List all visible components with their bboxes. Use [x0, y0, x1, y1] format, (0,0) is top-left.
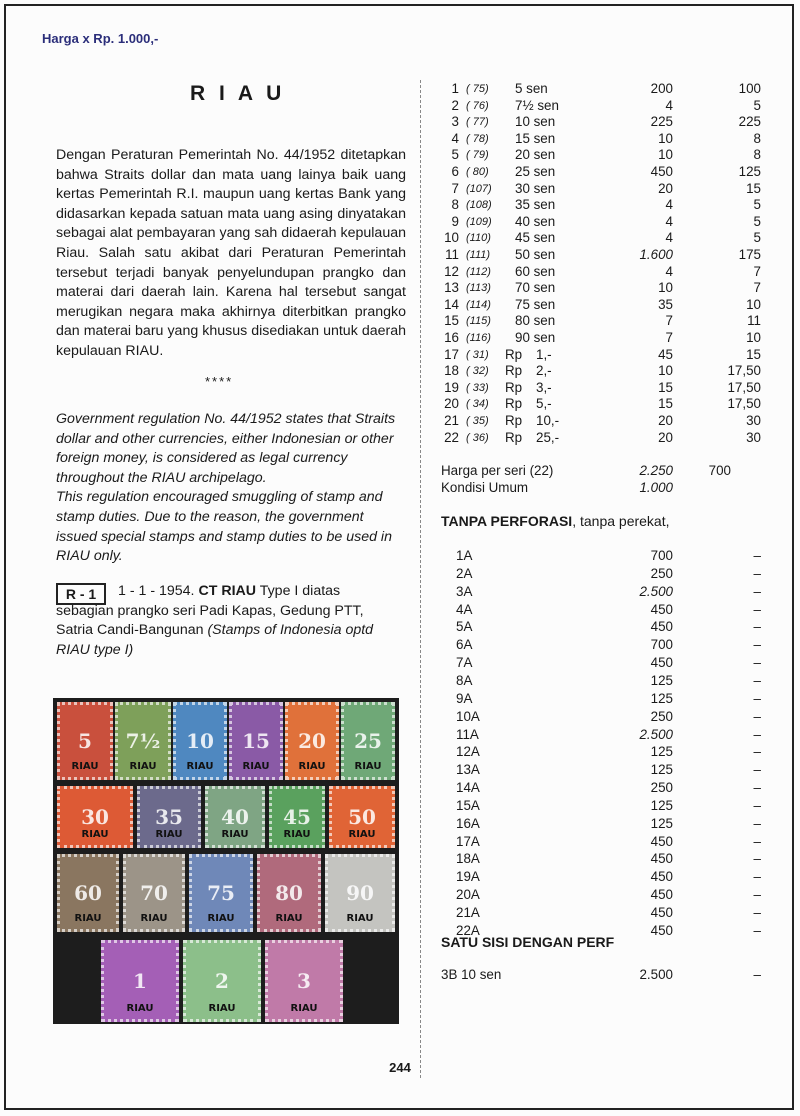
imperf-row: 17A 450 – [456, 833, 761, 849]
table-row: 13 (113) 70 sen 10 7 [444, 280, 761, 296]
section-title: R I A U [190, 82, 286, 105]
intro-en-part-1: Government regulation No. 44/1952 states that Straits dollar and other currencies, either Indonesian or other foreign money, is considered as legal currency throughout the RIAU archipelago. [56, 411, 396, 486]
table-row: 7 (107) 30 sen 20 15 [451, 180, 761, 196]
table-row: 20 ( 34) Rp 5,- 15 17,50 [444, 396, 761, 412]
imperf-row: 2A 250 – [456, 565, 761, 581]
imperf-row: 11A 2.500 – [456, 726, 761, 742]
table-row: 17 ( 31) Rp 1,- 45 15 [444, 346, 761, 362]
table-row: 12 (112) 60 sen 4 7 [444, 263, 761, 279]
imperf-row: 12A 125 – [456, 744, 761, 760]
table-row: 14 (114) 75 sen 35 10 [444, 296, 761, 312]
table-row: 18 ( 32) Rp 2,- 10 17,50 [444, 363, 761, 379]
issue-description [56, 582, 401, 660]
imperf-row: 22A 450 – [456, 922, 761, 938]
imperf-heading: TANPA PERFORASI, tanpa perekat, [441, 513, 670, 529]
stamp-image: 50 RIAU [329, 786, 395, 848]
imperf-row: 3A 2.500 – [456, 583, 761, 599]
imperf-row: 20A 450 – [456, 887, 761, 903]
issue-desc: Type I diatas sebagian prangko seri Padi Kapas, Gedung PTT, Satria Candi-Bangunan [56, 583, 364, 638]
stamp-image: 15 RIAU [229, 702, 283, 780]
table-row: 19 ( 33) Rp 3,- 15 17,50 [444, 379, 761, 395]
stamp-image: 70 RIAU [123, 854, 185, 932]
stamp-image: 25 RIAU [341, 702, 395, 780]
imperf-row: 19A 450 – [456, 869, 761, 885]
table-row: 5 ( 79) 20 sen 10 8 [451, 147, 761, 163]
table-row: 6 ( 80) 25 sen 450 125 [451, 164, 761, 179]
stamp-image: 20 RIAU [285, 702, 339, 780]
table-row: 15 (115) 80 sen 7 11 [444, 313, 761, 329]
intro-paragraph-id: Dengan Peraturan Pemerintah No. 44/1952 ditetapkan bahwa Straits dollar dan mata uang lainya baik uang kertas Pemerintah R.I. maupun uang kertas Bank yang didasarkan kepada satuan mata uang asing dinyatakan sebagai alat pembayaran yang sah didaerah kepulauan Riau. Salah satu akibat dari Peraturan Pemerintah tersebut terjadi banyak penyelundupan prangko dan materai dari daerah lain. Karena hal tersebut sangat merugikan negara maka akhirnya diterbitkan prangko dan materai baru yang khusus disediakan untuk daerah kepulauan RIAU. [56, 147, 406, 359]
table-row: 10 (110) 45 sen 4 5 [444, 230, 761, 246]
table-row: 22 ( 36) Rp 25,- 20 30 [444, 429, 761, 445]
column-divider [420, 80, 421, 1078]
table-row: 9 (109) 40 sen 4 5 [451, 213, 761, 229]
imperf-row: 18A 450 – [456, 851, 761, 867]
imperf-row: 5A 450 – [456, 619, 761, 635]
issue-date: 1 - 1 - 1954. [118, 583, 195, 599]
stamp-image: 45 RIAU [269, 786, 325, 848]
one-side-perf-heading: SATU SISI DENGAN PERF [441, 934, 615, 950]
stamp-image: 90 RIAU [325, 854, 395, 932]
table-row: 2 ( 76) 7½ sen 4 5 [451, 97, 761, 113]
table-row: 4 ( 78) 15 sen 10 8 [451, 130, 761, 146]
table-row: 1 ( 75) 5 sen 200 100 [451, 81, 761, 96]
table-row: 11 (111) 50 sen 1.600 175 [445, 247, 761, 262]
stamp-photo [53, 698, 399, 1024]
imperf-row: 16A 125 – [456, 815, 761, 831]
imperf-row: 10A 250 – [456, 708, 761, 724]
issue-code-box: R - 1 [56, 583, 106, 605]
imperf-row: 1A 700 – [456, 548, 761, 563]
separator-stars: **** [205, 374, 234, 389]
series-price-row: Harga per seri (22) 2.250 700 [441, 463, 731, 478]
stamp-image: 5 RIAU [57, 702, 113, 780]
stamp-image: 30 RIAU [57, 786, 133, 848]
intro-paragraph-en [56, 410, 406, 567]
issue-name: CT RIAU [198, 583, 257, 599]
stamp-image: 3 RIAU [265, 940, 343, 1022]
imperf-row: 8A 125 – [456, 672, 761, 688]
stamp-image: 2 RIAU [183, 940, 261, 1022]
table-row: 8 (108) 35 sen 4 5 [451, 197, 761, 213]
stamp-image: 60 RIAU [57, 854, 119, 932]
price-unit-header: Harga x Rp. 1.000,- [42, 31, 159, 46]
imperf-row: 6A 700 – [456, 637, 761, 653]
imperf-row: 15A 125 – [456, 797, 761, 813]
imperf-row: 14A 250 – [456, 780, 761, 796]
imperf-row: 4A 450 – [456, 601, 761, 617]
page-number: 244 [389, 1060, 411, 1075]
table-row: 21 ( 35) Rp 10,- 20 30 [444, 413, 761, 428]
stamp-image: 1 RIAU [101, 940, 179, 1022]
stamp-image: 10 RIAU [173, 702, 227, 780]
stamp-image: 75 RIAU [189, 854, 253, 932]
table-row: 16 (116) 90 sen 7 10 [444, 330, 761, 345]
imperf-row: 21A 450 – [456, 905, 761, 920]
issue-desc-en: (Stamps of Indonesia optd RIAU type I) [56, 622, 374, 658]
imperf-row: 9A 125 – [456, 690, 761, 706]
condition-row: Kondisi Umum 1.000 [441, 480, 673, 495]
table-row: 3 ( 77) 10 sen 225 225 [451, 114, 761, 130]
one-side-perf-row: 3B 10 sen 2.500 – [441, 967, 761, 982]
stamp-image: 35 RIAU [137, 786, 201, 848]
imperf-row: 7A 450 – [456, 655, 761, 671]
stamp-image: 7½ RIAU [115, 702, 171, 780]
imperf-row: 13A 125 – [456, 762, 761, 778]
stamp-image: 80 RIAU [257, 854, 321, 932]
intro-en-part-2: This regulation encouraged smuggling of stamp and stamp duties. Due to the reason, the government issued special stamps and stamp duties to be used in RIAU only. [56, 489, 392, 565]
stamp-image: 40 RIAU [205, 786, 265, 848]
